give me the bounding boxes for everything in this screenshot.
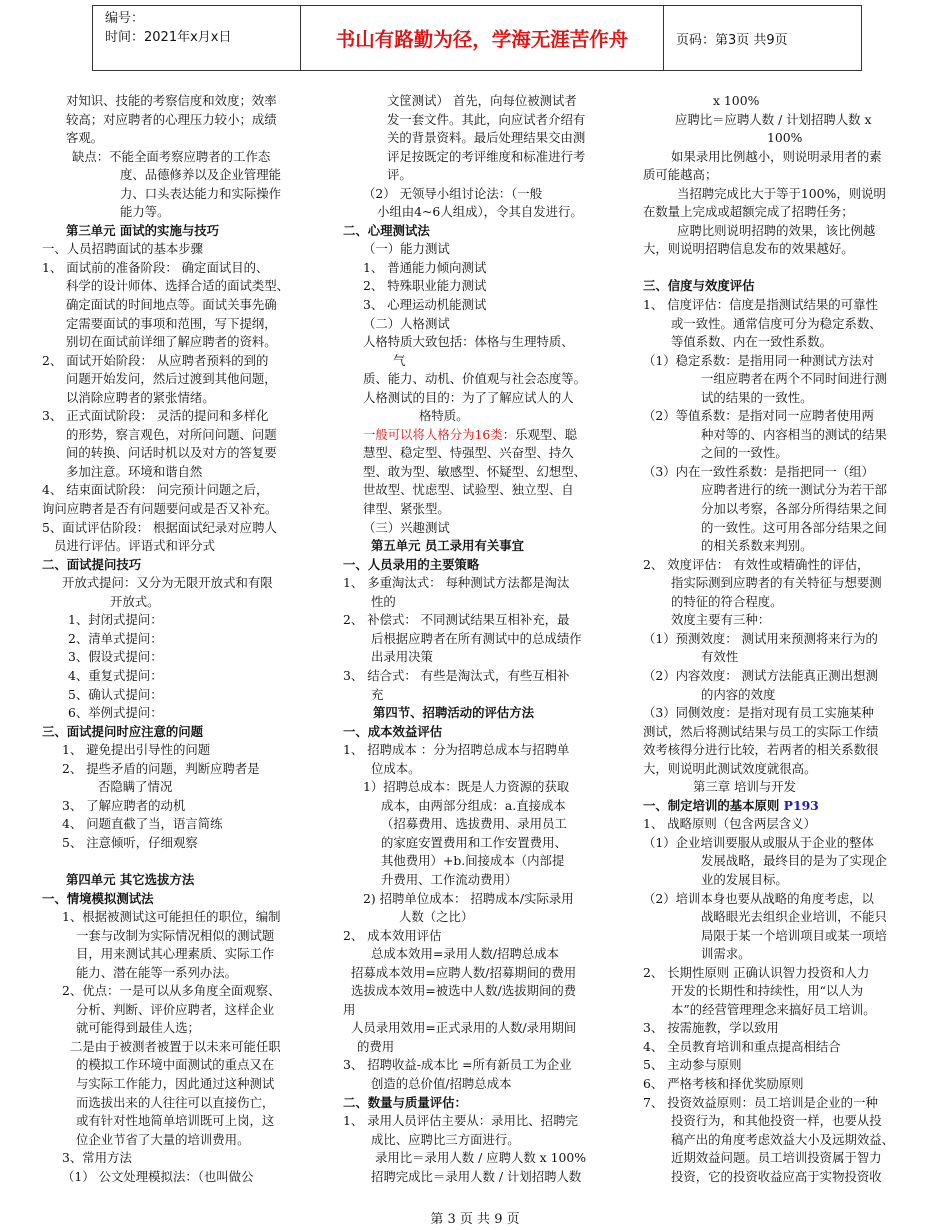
text-line: 目，用来测试其心理素质、实际工作: [76, 946, 275, 962]
text-line: 位成本。: [371, 760, 421, 776]
text-line: 别切在面试前详细了解应聘者的资料。: [66, 334, 277, 350]
text-line: 升费用、工作流动费用）: [381, 871, 518, 887]
text-line: 在数量上完成或超额完成了招聘任务；: [643, 204, 854, 220]
text-line: 一、人员招聘面试的基本步骤: [42, 241, 204, 257]
text-line: 2) 招聘单位成本： 招聘成本/实际录用: [363, 890, 574, 906]
text-line: （招募费用、选拔费用、录用员工: [381, 816, 567, 832]
text-line: 三、信度与效度评估: [643, 278, 755, 294]
text-line: 5、 注意倾听，仔细观察: [62, 834, 198, 850]
text-line: 100%: [767, 130, 803, 146]
text-line: 2、 效度评估： 有效性或精确性的评估，: [643, 556, 870, 572]
text-line: 问题开始发问，然后过渡到其他问题，: [66, 371, 277, 387]
text-line: 间的转换、问话时机以及对方的答复要: [66, 445, 277, 461]
text-line: 发展战略，最终目的是为了实现企: [701, 853, 887, 869]
text-line: 4、重复式提问：: [68, 667, 163, 683]
text-line: 成比、应聘比三方面进行。: [371, 1131, 520, 1147]
text-line: 5、面试评估阶段： 根据面试纪录对应聘人: [42, 519, 277, 535]
text-line: 指实际测到应聘者的有关特征与想要测: [671, 575, 882, 591]
text-line: 的形势，察言观色，对所问问题、问题: [66, 426, 277, 442]
text-line: 的模拟工作环境中面测试的重点又在: [76, 1057, 275, 1073]
text-line: 4、 结束面试阶段： 问完预计问题之后，: [42, 482, 269, 498]
text-line: 客观。: [66, 130, 104, 146]
text-line: （1）预测效度： 测试用来预测将来行为的: [643, 630, 878, 646]
text-line: （1）稳定系数：是指用同一种测试方法对: [643, 352, 874, 368]
text-line: [643, 259, 919, 278]
text-line: 第三单元 面试的实施与技巧: [66, 222, 220, 238]
text-line: 否隐瞒了情况: [98, 779, 173, 795]
text-line: 第四节、招聘活动的评估方法: [373, 705, 535, 721]
text-line: 局限于某一个培训项目或某一项培: [701, 927, 887, 943]
text-line: 当招聘完成比大于等于100%，则说明: [677, 185, 886, 201]
text-line: 律型、紧张型。: [363, 501, 450, 517]
text-line: 二、数量与质量评估：: [343, 1094, 467, 1110]
text-line: 慧型、稳定型、恃强型、兴奋型、持久: [363, 445, 574, 461]
text-line: 本”的经营管理理念来搞好员工培训。: [671, 1001, 876, 1017]
page-footer: 第 3 页 共 9 页: [430, 1212, 520, 1227]
text-line: 3、 正式面试阶段： 灵活的提问和多样化: [42, 408, 269, 424]
text-line: 一、成本效益评估: [343, 723, 443, 739]
text-line: 小组由4~6人组成），令其自发进行。: [377, 204, 583, 220]
text-line: 质可能越高；: [643, 167, 718, 183]
text-line: （2）培训本身也要从战略的角度考虑，以: [643, 890, 874, 906]
text-line: 对知识、技能的考察信度和效度；效率: [66, 93, 277, 108]
text-line: 之间的一致性。: [701, 445, 788, 461]
text-line: 或一致性。通常信度可分为稳定系数、: [671, 315, 882, 331]
text-line: 1、 避免提出引导性的问题: [62, 742, 211, 758]
text-line: 大，则说明招聘信息发布的效果越好。: [643, 241, 854, 257]
text-line: 2、 面试开始阶段： 从应聘者预料的到的: [42, 352, 269, 368]
text-line: （一）能力测试: [363, 241, 450, 257]
text-line: 一、情境模拟测试法: [42, 890, 154, 906]
text-line: （2）等值系数：是指对同一应聘者使用两: [643, 408, 874, 424]
time-label: 时间：2021年x月x日: [105, 30, 232, 45]
text-line: 录用比＝录用人数 / 应聘人数 x 100%: [375, 1150, 587, 1166]
text-line: 评。: [387, 167, 412, 183]
text-line: 1、 招聘成本 ：分为招聘总成本与招聘单: [343, 742, 570, 758]
text-line: 开发的长期性和持续性，用“以人为: [671, 983, 864, 999]
text-line: 1、 信度评估：信度是指测试结果的可靠性: [643, 297, 878, 313]
header-page-info: 页码：第3页 共9页: [676, 32, 788, 48]
text-line: 2、 成本效用评估: [343, 927, 442, 943]
text-line: 评足按既定的考评维度和标准进行考: [387, 148, 586, 164]
text-line: 1、 战略原则（包含两层含义）: [643, 816, 816, 832]
text-line: 性的: [371, 593, 396, 609]
header-meta: [93, 6, 301, 70]
text-line: 1、 面试前的准备阶段： 确定面试目的、: [42, 259, 269, 275]
text-line: 质、能力、动机、价值观与社会态度等。: [363, 371, 587, 387]
text-line: 6、举例式提问：: [68, 705, 163, 721]
highlighted-text: 一般可以将人格分为16类: [363, 426, 503, 442]
text-line: 3、假设式提问：: [68, 649, 163, 665]
header-motto: 书山有路勤为径，学海无涯苦作舟: [301, 6, 664, 70]
text-line: 第五单元 员工录用有关事宜: [371, 538, 525, 554]
text-line: 位企业节省了大量的培训费用。: [76, 1131, 250, 1147]
text-line: 人员录用效用=正式录用的人数/录用期间: [351, 1020, 577, 1036]
text-line: 2、 长期性原则 正确认识智力投资和人力: [643, 964, 870, 980]
text-line: 人格测试的目的：为了了解应试人的人: [363, 389, 574, 405]
text-line: 世故型、忧虑型、试验型、独立型、自: [363, 482, 574, 498]
text-line: 二、面试提问技巧: [42, 556, 142, 572]
text-line: 2、优点：一是可以从多角度全面观察、: [62, 983, 281, 999]
text-line: 3、 心理运动机能测试: [363, 297, 487, 313]
text-line: 选拔成本效用=被选中人数/选拔期间的费: [351, 983, 577, 999]
text-line: 总成本效用=录用人数/招聘总成本: [371, 946, 560, 962]
text-line: 3、 按需施教，学以致用: [643, 1020, 779, 1036]
text-line: 2、 补偿式： 不同测试结果互相补充，最: [343, 612, 570, 628]
text-line: 种对等的、内容相当的测试的结果: [701, 426, 887, 442]
text-line: 2、 提些矛盾的问题，判断应聘者是: [62, 760, 260, 776]
text-line: 7、 投资效益原则：员工培训是企业的一种: [643, 1094, 878, 1110]
text-line: 的特征的符合程度。: [671, 593, 783, 609]
text-line: 发一套文件。其此，向应试者介绍有: [387, 111, 586, 127]
text-line: 缺点：不能全面考察应聘者的工作态: [72, 148, 271, 164]
text-line: 开放式。: [110, 593, 160, 609]
text-line: 科学的设计师体、选择合适的面试类型、: [66, 278, 290, 294]
text-column-2: [343, 92, 621, 1186]
text-line: 1、 多重淘汰式： 每种测试方法都是淘汰: [343, 575, 570, 591]
text-line: 1、 普通能力倾向测试: [363, 259, 487, 275]
text-line: 近期效益问题。员工培训投资属于智力: [671, 1150, 882, 1166]
text-line: 训需求。: [701, 946, 751, 962]
text-line: 试的结果的一致性。: [701, 389, 813, 405]
text-line: 第四单元 其它选拔方法: [66, 871, 195, 887]
text-column-1: [42, 92, 320, 1186]
text-line: 定需要面试的事项和范围，写下提纲，: [66, 315, 277, 331]
text-line: 后根据应聘者在所有测试中的总成绩作: [371, 630, 582, 646]
serial-label: 编号：: [105, 11, 145, 26]
text-line: 效度主要有三种：: [671, 612, 771, 628]
text-line: 1、封闭式提问：: [68, 612, 163, 628]
text-line: 出录用决策: [371, 649, 433, 665]
text-line: （3）内在一致性系数：是指把同一（组）: [643, 463, 874, 479]
text-line: [42, 852, 320, 871]
text-line: 文筐测试） 首先，向每位被测试者: [387, 93, 577, 108]
text-line: 的家庭安置费用和工作安置费用、: [381, 834, 567, 850]
text-line: 5、 主动参与原则: [643, 1057, 742, 1073]
text-line: 战略眼光去组织企业培训，不能只: [701, 909, 887, 925]
page-header: [92, 5, 862, 71]
text-line: 的费用: [357, 1038, 395, 1054]
text-line: 二、心理测试法: [343, 222, 430, 238]
text-line: 大，则说明此测试效度就很高。: [643, 760, 817, 776]
text-line: 三、面试提问时应注意的问题: [42, 723, 204, 739]
text-line: 应聘比＝应聘人数 / 计划招聘人数 x: [675, 111, 872, 127]
text-line: 较高；对应聘者的心理压力较小；成绩: [66, 111, 277, 127]
text-line: 一套与改制为实际情况相似的测试题: [76, 927, 275, 943]
text-line: 气: [393, 352, 406, 368]
text-line: 人数（之比）: [399, 909, 474, 925]
text-line: （1）企业培训要服从或服从于企业的整体: [643, 834, 874, 850]
text-line: 分加以考察，各部分所得结果之间: [701, 501, 887, 517]
text-line: 的相关系数来判别。: [701, 538, 813, 554]
text-line: 3、常用方法: [62, 1150, 132, 1166]
page-reference: P193: [783, 797, 819, 813]
text-line: 2、清单式提问：: [68, 630, 163, 646]
text-line: 第三章 培训与开发: [693, 779, 797, 795]
text-line: 2、 特殊职业能力测试: [363, 278, 487, 294]
text-line: 稿产出的角度考虑效益大小及远期效益、: [671, 1131, 895, 1147]
text-line: 4、 全员教育培训和重点提高相结合: [643, 1038, 841, 1054]
text-line: 3、 结合式： 有些是淘汰式，有些互相补: [343, 667, 570, 683]
text-line: 询问应聘者是否有问题要问或是否又补充。: [42, 501, 278, 517]
text-line: （1） 公文处理模拟法：（也叫做公: [62, 1168, 254, 1184]
text-line: （2）内容效度： 测试方法能真正测出想测: [643, 667, 878, 683]
text-line: 的一致性。这可用各部分结果之间: [701, 519, 887, 535]
text-line: 人格特质大致包括：体格与生理特质、: [363, 334, 574, 350]
text-line: 确定面试的时间地点等。面试关事先确: [66, 297, 277, 313]
text-line: 投资，它的投资收益应高于实物投资收: [671, 1168, 882, 1184]
text-line: 二是由于被测者被置于以未来可能任职: [70, 1038, 281, 1054]
text-line: 能力、潜在能等一系列办法。: [76, 964, 238, 980]
text-line: 关的背景资料。最后处理结果交由测: [387, 130, 586, 146]
text-line: 开放式提问：又分为无限开放式和有限: [62, 575, 273, 591]
text-line: 3、 招聘收益-成本比 =所有新员工为企业: [343, 1057, 572, 1073]
text-line: 一、制定培训的基本原则 P193: [643, 797, 819, 813]
text-line: 效考核得分进行比较，若两者的相关系数很: [643, 742, 879, 758]
text-line: 型、敢为型、敏感型、怀疑型、幻想型、: [363, 463, 587, 479]
text-line: x 100%: [713, 93, 760, 108]
text-line: 投资行为，和其他投资一样，也要从投: [671, 1113, 882, 1129]
text-line: 员进行评估。评语式和评分式: [54, 538, 216, 554]
text-line: 应聘比则说明招聘的效果，该比例越: [677, 222, 876, 238]
text-line: 6、 严格考核和择优奖励原则: [643, 1075, 804, 1091]
text-line: 创造的总价值/招聘总成本: [371, 1075, 512, 1091]
text-line: 就可能得到最佳人选；: [76, 1020, 200, 1036]
text-column-3: [643, 92, 919, 1186]
text-line: 用: [343, 1001, 356, 1017]
text-line: （二）人格测试: [363, 315, 450, 331]
text-line: 有效性: [701, 649, 739, 665]
text-line: 以消除应聘者的紧张情绪。: [66, 389, 215, 405]
text-line: 测试，然后将测试结果与员工的实际工作绩: [643, 723, 879, 739]
text-line: （三）兴趣测试: [363, 519, 450, 535]
text-line: 的内容的效度: [701, 686, 776, 702]
text-line: 一组应聘者在两个不同时间进行测: [701, 371, 887, 387]
text-line: 或有针对性地简单培训既可上岗，这: [76, 1113, 275, 1129]
text-line: 1、 录用人员评估主要从：录用比、招聘完: [343, 1113, 578, 1129]
text-line: 而选拔出来的人往往可以直接伤亡，: [76, 1094, 275, 1110]
text-line: 度、品德修养以及企业管理能: [120, 167, 282, 183]
text-line: 分析、判断、评价应聘者，这样企业: [76, 1001, 275, 1017]
text-line: 应聘者进行的统一测试分为若干部: [701, 482, 887, 498]
text-line: 其他费用）+b.间接成本（内部提: [381, 853, 565, 869]
text-line: 5、确认式提问：: [68, 686, 163, 702]
text-line: 一、人员录用的主要策略: [343, 556, 480, 572]
text-line: 充: [371, 686, 384, 702]
text-line: 多加注意。环境和谐自然: [66, 463, 203, 479]
text-line: 业的发展目标。: [701, 871, 788, 887]
text-line: 1）招聘总成本：既是人力资源的获取: [363, 779, 570, 795]
text-line: 1、根据被测试这可能担任的职位，编制: [62, 909, 281, 925]
text-line: 一般可以将人格分为16类：乐观型、聪: [363, 426, 578, 442]
text-line: 如果录用比例越小，则说明录用者的素: [671, 148, 882, 164]
text-line: 成本，由两部分组成：a.直接成本: [381, 797, 566, 813]
text-line: 招聘完成比＝录用人数 / 计划招聘人数: [371, 1168, 582, 1184]
text-line: 与实际工作能力，因此通过这种测试: [76, 1075, 275, 1091]
text-line: 格特质。: [419, 408, 469, 424]
text-line: 3、 了解应聘者的动机: [62, 797, 186, 813]
text-line: 能力等。: [120, 204, 170, 220]
text-line: 4、 问题直截了当，语言简练: [62, 816, 223, 832]
text-line: 力、口头表达能力和实际操作: [120, 185, 282, 201]
text-line: （2） 无领导小组讨论法：（一般: [363, 185, 543, 201]
text-line: 等值系数、内在一致性系数。: [671, 334, 833, 350]
text-line: 招募成本效用=应聘人数/招募期间的费用: [351, 964, 577, 980]
text-line: （3）同侧效度：是指对现有员工实施某种: [643, 705, 874, 721]
